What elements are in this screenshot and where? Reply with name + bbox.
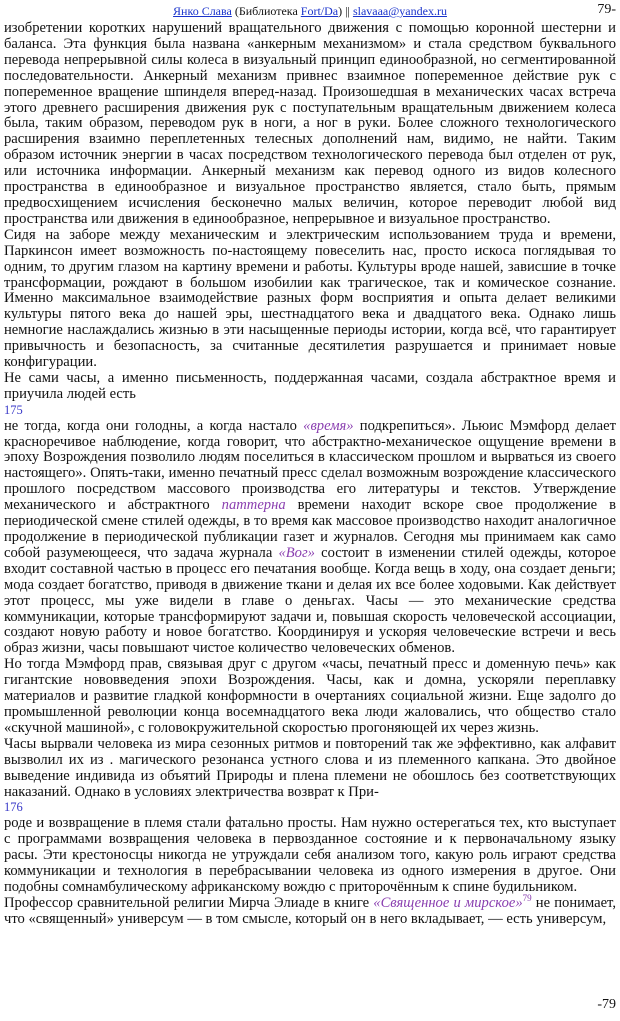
paragraph-1: изобретении коротких нарушений вращательного движения с помощью коронной шестерни и баланса. Эта функция была названа «анкерным механизмом» и стала средством буквального перевода непрерывной силы колеса в визуальный принцип единообразной, но сегментированной последовательности. Анкерный механизм привнес взаимное попеременное действие рук с попеременное вращение шпинделя вперед-назад. Произошедшая в механических часах встреча этого древнего расширения движения рук с поступательным вращательным движением колеса была, таким образом, переводом рук в ноги, а ног в руки. Более сложного технологического расширения взаимно переплетенных телесных дополнений нам, видимо, не найти. Таким образом источник энергии в часах посредством технологического перевода был отделен от рук, или источника информации. Анкерный механизм как перевод одного из видов колесного пространства в единообразное и визуальное пространство является, стало быть, прямым предвосхищением исчисления бесконечно малых величин, которое переводит любой вид пространства или движения в единообразное, непрерывное и визуальное пространство.: [4, 20, 616, 227]
page-header: [0, 4, 620, 20]
paragraph-3: Не сами часы, а именно письменность, поддержанная часами, создала абстрактное время и приучила людей есть: [4, 369, 616, 402]
footer-page-number: -79: [597, 997, 616, 1012]
library-suffix: ): [338, 4, 343, 18]
paragraph-4: [4, 419, 616, 658]
paragraph-2: Сидя на заборе между механическим и электрическим использованием труда и времени, Паркинсон имеет возможность по-настоящему повеселить нас, просто искоса поглядывая то одним, то другим глазом на картину времени и работы. Культуры вроде нашей, зависшие в точке трансформации, рождают в большом изобилии как трагическое, так и комическое сознание. Именно максимальное взаимодействие разных форм восприятия и опыта делает великими культуры пятого века до нашей эры, шестнадцатого века и двадцатого века. Однако лишь немногие наслаждались жизнью в эти насыщенные периоды истории, когда всё, что гарантирует привычность и безопасность, за считанные десятилетия разрушается и принимает новые конфигурации.: [4, 226, 616, 371]
term-vog: «Вог»: [278, 544, 315, 561]
header-page-number: 79-: [597, 2, 616, 17]
footnote-ref-79[interactable]: 79: [522, 892, 532, 903]
paragraph-4-part-b: подкрепиться». Льюис Мэмфорд делает красноречивое наблюдение, когда говорит, что абстрактно-механическое ощущение времени в эпоху Возрождения позволило людям поселиться в классическом прошлом и вырваться из своего настоящего». Опять-таки, именно печатный пресс сделал возможным возрождение классического прошлого посредством массового производства его литературы и текстов. Утверждение механического и абстрактного: [4, 417, 616, 514]
header-separator: ||: [345, 4, 350, 18]
paragraph-8: [4, 892, 616, 928]
paragraph-8-part-a: Профессор сравнительной религии Мирча Элиаде в книге: [4, 894, 374, 911]
page-marker-175: 175: [4, 402, 23, 417]
page-body: [4, 21, 616, 928]
term-pattern: паттерна: [221, 497, 286, 514]
paragraph-4-part-a: не тогда, когда они голодны, а когда настало: [4, 417, 304, 434]
email-link[interactable]: slavaaa@yandex.ru: [352, 4, 447, 18]
paragraph-7: роде и возвращение в племя стали фатально просты. Нам нужно остерегаться тех, кто выступает с программами возвращения человека в первозданное состояние и к первоначальному языку расы. Эти крестоносцы никогда не утруждали себя анализом того, какую роль играют средства коммуникации и технология в перебрасывании человека из одного измерения в другое. Они подобны сомнамбулическому африканскому вождю с приторочённым к спине будильником.: [4, 815, 616, 895]
header-citation: [0, 4, 620, 18]
library-link[interactable]: Fort/Da: [300, 4, 339, 18]
library-prefix: (Библиотека: [234, 4, 298, 18]
term-vremya: «время»: [303, 417, 354, 434]
paragraph-4-part-c: времени находит вскоре свое продолжение в периодической смене стилей одежды, в то время как массовое производство находит аналогичное продолжение в периодической публикации газет и журналов. Сегодня мы принимаем как само собой разумеющееся, что задача журнала: [4, 497, 616, 561]
book-title: «Священное и мирское»: [373, 894, 523, 911]
paragraph-8-part-b: не понимает, что «священный» универсум — в том смысле, который он в него вкладывает, — есть универсум,: [4, 894, 616, 927]
author-link[interactable]: Янко Слава: [173, 4, 232, 18]
paragraph-4-part-d: состоит в изменении стилей одежды, которое входит составной частью в процесс его печатания вообще. Когда вещь в ходу, она создает деньги; мода создает богатство, приводя в движение ткани и делая их все более ходовыми. Как действует этот процесс, мы уже видели в главе о деньгах. Часы — это механические средства коммуникации, которые трансформируют задачи и, повышая скорость человеческой ассоциации, создают новую работу и новое богатство. Координируя и ускоряя человеческие встречи и весь образ жизни, часы повышают чистое количество человеческих обменов.: [4, 544, 617, 657]
page-marker-176: 176: [4, 800, 23, 815]
paragraph-5: Но тогда Мэмфорд прав, связывая друг с другом «часы, печатный пресс и доменную печь» как гигантские нововведения эпохи Возрождения. Часы, как и домна, ускоряли переплавку материалов и развитие гладкой конформности в очертаниях социальной жизни. Еще задолго до промышленной революции конца восемнадцатого века люди жаловались, что общество стало «скучной машиной», с головокружительной скоростью прогоняющей их через жизнь.: [4, 656, 616, 736]
paragraph-6: Часы вырвали человека из мира сезонных ритмов и повторений так же эффективно, как алфавит вызволил их из . магического резонанса устного слова и из племенного капкана. Это двойное выведение индивида из объятий Природы и плена племени не обошлось без соответствующих наказаний. Однако в условиях электричества возврат к При-: [4, 735, 616, 800]
